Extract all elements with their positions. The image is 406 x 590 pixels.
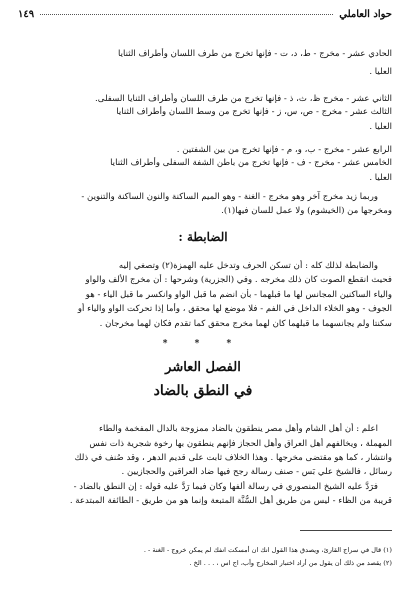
text-line: فرَدَّ عليه الشيخ المنصوري في رسالة ألفها وكان فيما رَدَّ عليه قوله : إن النطق بالضاد - <box>73 482 378 492</box>
text-line: الثالث عشر - مخرج - ص، س، ز - فإنها تخرج من وسط اللسان وأطراف الثنايا <box>116 107 392 117</box>
text-line: والضابطة لذلك كله : أن تسكن الحرف وتدخل عليه الهمزة(٢) وتصغي إليه <box>118 261 378 271</box>
text-line: والياء الساكنين المجانس لها ما قبلهما - بأن انضم ما قبل الواو وانكسر ما قبل الياء - هو <box>85 290 392 300</box>
text-line: وربما زيد مخرج آخر وهو مخرج - الغنة - وهو الميم الساكنة والنون الساكنة والتنوين - <box>81 192 378 202</box>
text-line: ومخرجها من (الخيشوم) ولا عمل للسان فيها(١). <box>221 206 392 216</box>
text-line: الخامس عشر - مخرج - ف - فإنها تخرج من باطن الشفة السفلى وأطراف الثنايا <box>110 158 392 168</box>
footnote: (٢) يقصد من ذلك أن يقول من أراد اختبار المخارج وأب، اج اس ، . . . الخ . <box>189 559 392 567</box>
page-number: ١٤٩ <box>18 8 35 20</box>
section-divider-stars: * * * <box>162 339 244 349</box>
text-line: الثاني عشر - مخرج ظ، ث، ذ - فإنها تخرج من طرف اللسان وأطراف الثنايا السفلى. <box>95 94 392 104</box>
page-header <box>18 6 392 22</box>
text-line: المهملة ، ويخالفهم أهل العراق وأهل الحجاز فإنهم ينطقون بها رخوة شجرية ذات نفس <box>89 439 392 449</box>
text-line: العليا . <box>369 67 392 77</box>
running-title: حواد العاملي <box>339 8 392 20</box>
text-line: الجوف - وهو الخلاء الداخل في الفم - فلا موضع لها محقق ، وأما إذا تحركت الواو والياء أو <box>77 304 392 314</box>
text-line: الحادي عشر - مخرج - ط، د، ت - فإنها تخرج من طرف اللسان وأطراف الثنايا <box>117 49 392 59</box>
text-line: سكنتا ولم يجانسهما ما قبلهما كان لهما مخرج محقق كما تقدم فكان لهما مخرجان . <box>99 319 392 329</box>
text-line: رسائل ، فالشيخ علي بَس - صنف رسالة رجح فيها ضاد العراقين والحجازيين . <box>121 467 392 477</box>
text-line: قريبة من الظاء - ليس من طريق أهل السُّنَّة المتبعة وإنما هو من طريق - الطائفة المبتدعة . <box>69 496 392 506</box>
chapter-subtitle: في النطق بالضاد <box>153 383 253 399</box>
text-line: الرابع عشر - مخرج - ب، و، م - فإنها تخرج من بين الشفتين . <box>176 145 392 155</box>
header-dotted-leader <box>40 14 333 15</box>
footnote-separator <box>300 530 392 531</box>
text-line: وانتشار ، كما هو مقتضى مخرجها . وهذا الخلاف ثابت على قديم الدهر ، وقد صُنف في ذلك <box>74 453 392 463</box>
text-line: اعلم : أن أهل الشام وأهل مصر ينطقون بالضاد ممزوجة بالدال المفخمة والطاء <box>99 424 378 434</box>
footnote: (١) قال في سراج القارئ، ويصدق هذا القول انك ان أمسكت انفك لم يمكن خروج - الغنة - . <box>143 546 392 554</box>
text-line: العليا . <box>369 173 392 183</box>
chapter-title: الفصل العاشر <box>165 360 241 375</box>
section-heading: الضابطة : <box>178 230 228 244</box>
text-line: العليا . <box>369 122 392 132</box>
text-line: فحيث انقطع الصوت كان ذلك مخرجه . وفي (الجزرية) وشرحها : أن مخرج الألف والواو <box>85 275 392 285</box>
